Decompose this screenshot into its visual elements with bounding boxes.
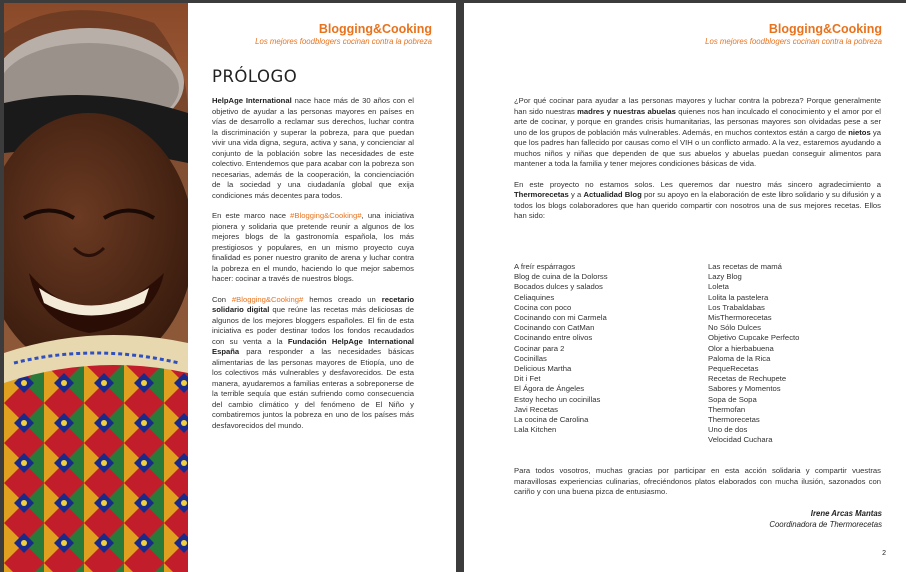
blog-name: Velocidad Cuchara — [708, 435, 773, 445]
blog-name: Objetivo Cupcake Perfecto — [708, 333, 800, 343]
signature-name: Irene Arcas Mantas — [810, 509, 882, 518]
blog-name: Blog de cuina de la Dolorss — [514, 272, 608, 282]
text-run: nietos — [848, 127, 871, 137]
text-run: En este marco nace — [212, 211, 291, 220]
blog-name: Lolita la pastelera — [708, 292, 769, 302]
blog-name: Olor a hierbabuena — [708, 343, 774, 353]
blog-name: Lala Kitchen — [514, 425, 557, 435]
blog-name: MisThermorecetas — [708, 313, 772, 323]
right-paragraph-2 — [514, 180, 881, 222]
blog-name: A freír espárragos — [514, 262, 576, 271]
text-run: , una iniciativa pionera y solidaria que pretende reunir a algunos de los mejores blogs de la gastronomía española, los más prestigiosos y populares, en un mismo proyecto cuya finalidad es poner nuestro granito de arena y luchar contra la pobreza en el mundo, haciendo lo que mejor sabemos hacer: cocinar a través de nuestros blogs. — [212, 211, 415, 283]
blog-name: Recetas de Rechupete — [708, 374, 787, 384]
blog-name: Cocinillas — [514, 353, 547, 363]
left-body — [212, 96, 414, 441]
brand-subtitle: Los mejores foodblogers cocinan contra la pobreza — [255, 37, 432, 46]
right-body — [514, 96, 881, 232]
blog-name: Cocinando con mi Carmela — [514, 313, 607, 323]
left-paragraph-2 — [212, 211, 414, 285]
text-run: que reúne las recetas más deliciosas de algunos de los mejores bloggers españoles. El fin de esta iniciativa es poder destinar todos los fondos recaudados con su venta a la — [212, 305, 414, 346]
blog-name: Sabores y Momentos — [708, 384, 781, 394]
blog-name: Las recetas de mamá — [708, 262, 782, 271]
blog-name: Uno de dos — [708, 425, 748, 435]
text-run: #Blogging&Cooking# — [231, 294, 304, 304]
text-run: nace hace más de 30 años con el objetivo de ayudar a las personas mayores en países en vías de desarrollo a reclamar sus derechos, luchar contra la discriminación y superar la pobreza, para que puedan vivir una vida digna, segura, activa y sana, y concienciar al conjunto de la población sobre las necesidades de este colectivo. Entendemos que para acabar con la pobreza son necesarias, además de la cooperación, la concienciación de la sociedad y una ciudadanía global que exija condiciones más decentes para todos. — [212, 96, 414, 200]
blog-name: Celiaquines — [514, 292, 555, 302]
text-run: En este proyecto no estamos solos. Les queremos dar nuestro más sincero agradecimiento a — [514, 179, 881, 189]
thanks-paragraph: Para todos vosotros, muchas gracias por participar en esta acción solidaria y compartir vuestras maravillosas experiencias culinarias, ofreciéndonos platos elaborados con mucha ilusión, sazonados con cariño y con una buena pizca de entusiasmo. — [514, 466, 881, 496]
blog-name: Delicious Martha — [514, 364, 572, 374]
blog-name: Thermorecetas — [708, 415, 760, 425]
left-paragraph-1 — [212, 96, 414, 201]
blog-name: No Sólo Dulces — [708, 323, 761, 333]
text-run: por su apoyo en la elaboración de este libro solidario y su difusión y a todos los blogs colaboradores que han querido compartir con nosotros una de sus mejores recetas. Ellos han sido: — [514, 190, 881, 220]
blog-name: Lazy Blog — [708, 272, 742, 282]
text-run: recetario solidario digital — [212, 294, 414, 314]
text-run: madres y nuestras abuelas — [577, 106, 676, 116]
page-heading: PRÓLOGO — [212, 67, 298, 86]
right-page — [464, 3, 906, 572]
blog-name: Los Trabaldabas — [708, 302, 765, 312]
right-paragraph-1 — [514, 96, 881, 170]
blog-name: Estoy hecho un cocinillas — [514, 394, 601, 404]
blog-name: Javi Recetas — [514, 404, 559, 414]
text-run: Actualidad Blog — [583, 190, 642, 199]
blog-list-column-1 — [514, 262, 708, 446]
blog-name: El Ágora de Ángeles — [514, 384, 585, 394]
blog-name: La cocina de Carolina — [514, 415, 589, 425]
blog-list-column-2 — [708, 262, 884, 446]
text-run: Thermorecetas — [514, 190, 569, 199]
text-run: y a — [568, 190, 584, 199]
text-run: HelpAge International — [212, 96, 292, 105]
page-number: 2 — [882, 550, 886, 557]
blog-name: Cocinar para 2 — [514, 343, 565, 353]
left-paragraph-3 — [212, 295, 414, 432]
blog-name: Paloma de la Rica — [708, 353, 771, 363]
portrait-photo — [4, 3, 188, 572]
blog-list — [514, 262, 884, 446]
text-run: ¿Por qué cocinar para ayudar a las personas mayores y luchar contra la pobreza? Porque generalmente han sido nuestras — [514, 96, 881, 116]
text-run: hemos creado un — [303, 294, 382, 304]
left-page — [4, 3, 456, 572]
blog-name: Loleta — [708, 282, 729, 292]
text-run: quienes nos han inculcado el conocimiento y el amor por el arte de cocinar, y porque en grandes crisis humanitarias, las personas mayores son olvidadas pese a ser uno de los grupos de población más vulnerables. Además, en muchos contextos están a cargo de — [514, 106, 881, 137]
blog-name: Cocina con poco — [514, 302, 572, 312]
blog-name: Dit i Fet — [514, 374, 541, 384]
blog-name: Bocados dulces y salados — [514, 282, 603, 292]
text-run: ya que los padres han fallecido por causas como el VIH o un conflicto armado. A la vez, estaremos ayudando a muchos niños y niñas que dependen de que sus abuelos y abuelas puedan conseguir alimentos para mantener a toda la familia y tener mejores condiciones básicas de vida. — [514, 127, 881, 168]
brand-subtitle: Los mejores foodblogers cocinan contra la pobreza — [705, 37, 882, 46]
blog-name: Cocinando entre olivos — [514, 333, 593, 343]
blog-name: Sopa de Sopa — [708, 394, 757, 404]
text-run: Fundación HelpAge International España — [212, 336, 414, 356]
text-run: Con — [212, 294, 232, 304]
signature-role: Coordinadora de Thermorecetas — [769, 520, 882, 529]
brand-title: Blogging&Cooking — [768, 22, 882, 36]
text-run: para responder a las necesidades básicas alimentarias de las personas mayores de Etiopía, uno de los colectivos más vulnerables y desfavorecidos. De esta manera, ayudaremos a familias enteras a sobreponerse de la terrible sequía que están sufriendo como consecuencia del cambio climático y del fenómeno de El Niño y combatiremos juntos la pobreza en uno de los países más desfavorecidos del mundo. — [212, 347, 414, 430]
brand-title: Blogging&Cooking — [318, 22, 432, 36]
text-run: #Blogging&Cooking# — [290, 211, 362, 220]
blog-name: Cocinando con CatMan — [514, 323, 595, 333]
blog-name: PequeRecetas — [708, 364, 759, 374]
blog-name: Thermofan — [708, 404, 746, 414]
